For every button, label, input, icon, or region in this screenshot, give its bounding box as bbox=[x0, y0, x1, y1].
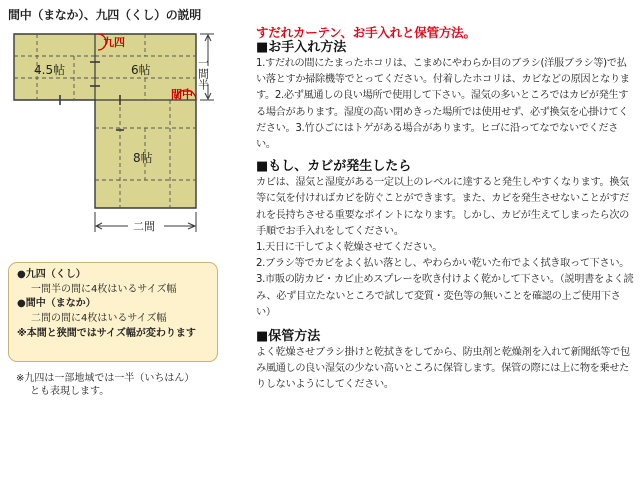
kushi-description: 一間半の間に4枚はいるサイズ幅 bbox=[31, 283, 177, 295]
manaka-heading: ●間中（まなか） bbox=[17, 298, 96, 309]
square-bullet-icon: ■ bbox=[256, 329, 269, 345]
footnote-line-1: ※九四は一部地域では一半（いちはん） bbox=[16, 373, 195, 384]
section-storage-heading-text: 保管方法 bbox=[268, 329, 321, 345]
kushi-heading: ●九四（くし） bbox=[17, 269, 86, 280]
section-care-heading bbox=[256, 40, 634, 56]
section-mold-heading bbox=[256, 159, 634, 175]
room-label-6jo: 6帖 bbox=[131, 63, 151, 77]
section-storage bbox=[256, 329, 634, 394]
section-storage-body: よく乾燥させブラシ掛けと乾拭きをしてから、防虫剤と乾燥剤を入れて新聞紙等で包み風通しの良い湿気の少ない高いところに保管します。保管の際には上に物を乗せたりしないようにしてください。 bbox=[256, 347, 630, 391]
footnote bbox=[16, 372, 226, 398]
care-instructions bbox=[256, 26, 634, 394]
dim-label-niken: 二間 bbox=[133, 220, 155, 233]
square-bullet-icon: ■ bbox=[256, 159, 269, 175]
care-main-title: すだれカーテン、お手入れと保管方法。 bbox=[256, 25, 476, 40]
footnote-line-2: とも表現します。 bbox=[30, 386, 110, 397]
section-mold-intro: カビは、湿気と湿度がある一定以上のレベルに達すると発生しやすくなります。換気等に気を付ければカビを防ぐことができます。また、カビを発生させないことがすだれを長持ちさせる重要なポイントになります。しかし、カビが生えてしまったら次の手順でお手入れをしてください。 bbox=[256, 177, 630, 237]
kushi-label: 九四 bbox=[103, 36, 125, 49]
section-mold bbox=[256, 159, 634, 321]
manaka-label: 間中 bbox=[171, 88, 193, 101]
dim-label-ikken-han: 一間半 bbox=[196, 57, 210, 90]
section-mold-heading-text: もし、カビが発生したら bbox=[268, 159, 412, 175]
size-notice: ※本間と狭間ではサイズ幅が変わります bbox=[17, 328, 196, 339]
section-care-heading-text: お手入れ方法 bbox=[268, 40, 347, 55]
section-care-body: 1.すだれの間にたまったホコリは、こまめにやわらか目のブラシ(洋服ブラシ等)で払い落とすか掃除機等でとってください。付着したホコリは、カビなどの原因となります。2.必ず風通しの良い場所で使用して下さい。湿気の多いところではカビが発生する場合があります。湿度の高い閉めきった場所では使用せず、必ず換気を心掛けてください。3.竹ひごにはトゲがある場合があります。ヒゴに沿ってなでないでください。 bbox=[256, 58, 630, 151]
section-mold-step-2: 2.ブラシ等でカビをよく払い落とし、やわらかい乾いた布でよく拭き取って下さい。 bbox=[256, 258, 630, 270]
diagram-title: 間中（まなか）、九四（くし）の説明 bbox=[8, 8, 201, 22]
section-care bbox=[256, 40, 634, 153]
section-mold-step-1: 1.天日に干してよく乾燥させてください。 bbox=[256, 242, 443, 254]
room-label-8jo: 8帖 bbox=[133, 151, 153, 165]
manaka-description: 二間の間に4枚はいるサイズ幅 bbox=[31, 312, 167, 324]
section-storage-heading bbox=[256, 329, 634, 345]
room-label-4-5jo: 4.5帖 bbox=[34, 63, 66, 77]
section-mold-step-3: 3.市販の防カビ・カビ止めスプレーを吹き付けよく乾かして下さい。（説明書をよく読み、必ず目立たないところで試して変質・変色等の無いことを確認の上ご使用下さい） bbox=[256, 274, 634, 318]
square-bullet-icon: ■ bbox=[256, 40, 269, 55]
size-info-box bbox=[8, 262, 218, 362]
floor-plan-diagram bbox=[0, 0, 240, 260]
